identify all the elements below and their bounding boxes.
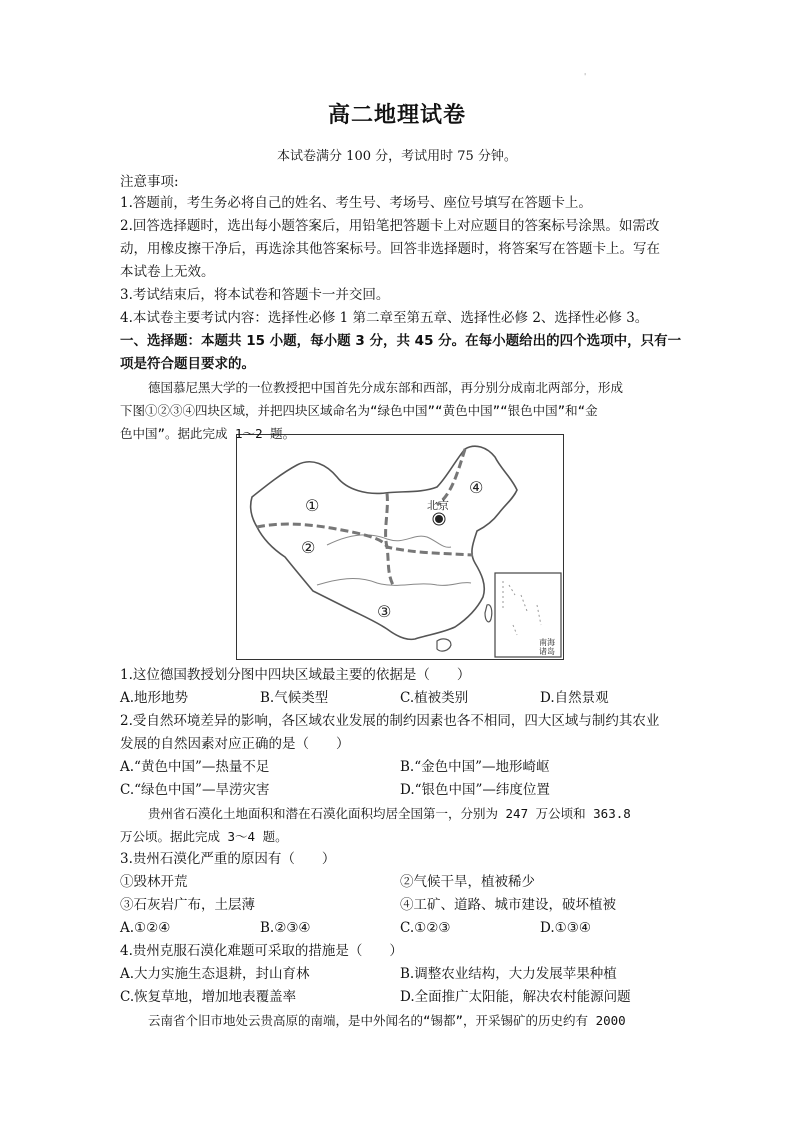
note-2-end: 本试卷上无效。 (120, 264, 215, 280)
region-1-label: ① (305, 496, 320, 515)
yellow-river (327, 535, 451, 548)
beijing-label: 北京 (427, 499, 449, 512)
q3-item-3: ③石灰岩广布，土层薄 (120, 897, 255, 913)
passage1-line2: 下图①②③④四块区域，并把四块区域命名为“绿色中国”“黄色中国”“银色中国”和“金 (120, 403, 598, 418)
q2-option-d[interactable]: D.“银色中国”—纬度位置 (400, 782, 550, 798)
q1-option-d[interactable]: D.自然景观 (540, 690, 609, 706)
region-2-label: ② (301, 538, 316, 557)
q2-option-b[interactable]: B.“金色中国”—地形崎岖 (400, 759, 550, 775)
exam-info: 本试卷满分 100 分，考试用时 75 分钟。 (277, 149, 517, 164)
inset-label-2: 诸岛 (539, 647, 555, 656)
section-heading-cont: 项是符合题目要求的。 (120, 356, 255, 372)
hainan-island (437, 639, 451, 651)
china-region-map (236, 434, 564, 660)
q4-option-b[interactable]: B.调整农业结构，大力发展苹果种植 (400, 966, 617, 982)
corner-mark: ' (584, 72, 587, 81)
note-2: 2.回答选择题时，选出每小题答案后，用铅笔把答题卡上对应题目的答案标号涂黑。如需改 (120, 218, 660, 234)
region-3-label: ③ (377, 602, 392, 621)
beijing-marker (435, 515, 443, 523)
passage1-line3: 色中国”。据此完成 1～2 题。 (120, 426, 296, 441)
notes-heading: 注意事项: (120, 174, 179, 190)
region4-boundary (437, 449, 465, 505)
page-title: 高二地理试卷 (327, 102, 466, 128)
q2-stem-line1: 2.受自然环境差异的影响，各区域农业发展的制约因素也各不相同，四大区域与制约其农业 (120, 713, 660, 729)
q4-option-c[interactable]: C.恢复草地，增加地表覆盖率 (120, 989, 297, 1005)
q1-option-c[interactable]: C.植被类别 (400, 690, 469, 706)
taiwan-island (485, 605, 492, 622)
q1-stem: 1.这位德国教授划分图中四块区域最主要的依据是（ ） (120, 667, 471, 683)
map-svg (237, 435, 563, 659)
passage1-line1: 德国慕尼黑大学的一位教授把中国首先分成东部和西部，再分别分成南北两部分，形成 (148, 380, 624, 395)
q4-option-d[interactable]: D.全面推广太阳能，解决农村能源问题 (400, 989, 631, 1005)
q1-option-a[interactable]: A.地形地势 (120, 690, 189, 706)
q1-option-b[interactable]: B.气候类型 (260, 690, 329, 706)
passage2-line1: 贵州省石漠化土地面积和潜在石漠化面积均居全国第一，分别为 247 万公顷和 363.8 (148, 806, 631, 821)
q3-option-a[interactable]: A.①②④ (120, 920, 171, 936)
north-south-boundary (257, 524, 473, 555)
q4-option-a[interactable]: A.大力实施生态退耕，封山育林 (120, 966, 310, 982)
note-4: 4.本试卷主要考试内容：选择性必修 1 第二章至第五章、选择性必修 2、选择性必修 3。 (120, 310, 649, 326)
q3-item-2: ②气候干旱，植被稀少 (400, 874, 535, 890)
passage3-line1: 云南省个旧市地处云贵高原的南端，是中外闻名的“锡都”，开采锡矿的历史约有 2000 (148, 1013, 626, 1028)
note-1: 1.答题前，考生务必将自己的姓名、考生号、考场号、座位号填写在答题卡上。 (120, 195, 592, 211)
inset-label-1: 南海 (539, 638, 555, 647)
passage2-line2: 万公顷。据此完成 3～4 题。 (120, 829, 288, 844)
note-3: 3.考试结束后，将本试卷和答题卡一并交回。 (120, 287, 390, 303)
yangtze-river (317, 579, 471, 586)
q2-option-c[interactable]: C.“绿色中国”—旱涝灾害 (120, 782, 270, 798)
q2-stem-line2: 发展的自然因素对应正确的是（ ） (120, 736, 350, 752)
note-2-cont: 动，用橡皮擦干净后，再选涂其他答案标号。回答非选择题时，将答案写在答题卡上。写在 (120, 241, 660, 257)
q3-stem: 3.贵州石漠化严重的原因有（ ） (120, 851, 336, 867)
section-heading: 一、选择题：本题共 15 小题，每小题 3 分，共 45 分。在每小题给出的四个选项中，只有一 (120, 333, 682, 349)
q3-item-4: ④工矿、道路、城市建设，破坏植被 (400, 897, 616, 913)
region-4-label: ④ (469, 478, 484, 497)
q4-stem: 4.贵州克服石漠化难题可采取的措施是（ ） (120, 943, 403, 959)
q3-option-b[interactable]: B.②③④ (260, 920, 311, 936)
q3-option-c[interactable]: C.①②③ (400, 920, 451, 936)
q3-option-d[interactable]: D.①③④ (540, 920, 591, 936)
q2-option-a[interactable]: A.“黄色中国”—热量不足 (120, 759, 270, 775)
q3-item-1: ①毁林开荒 (120, 874, 188, 890)
